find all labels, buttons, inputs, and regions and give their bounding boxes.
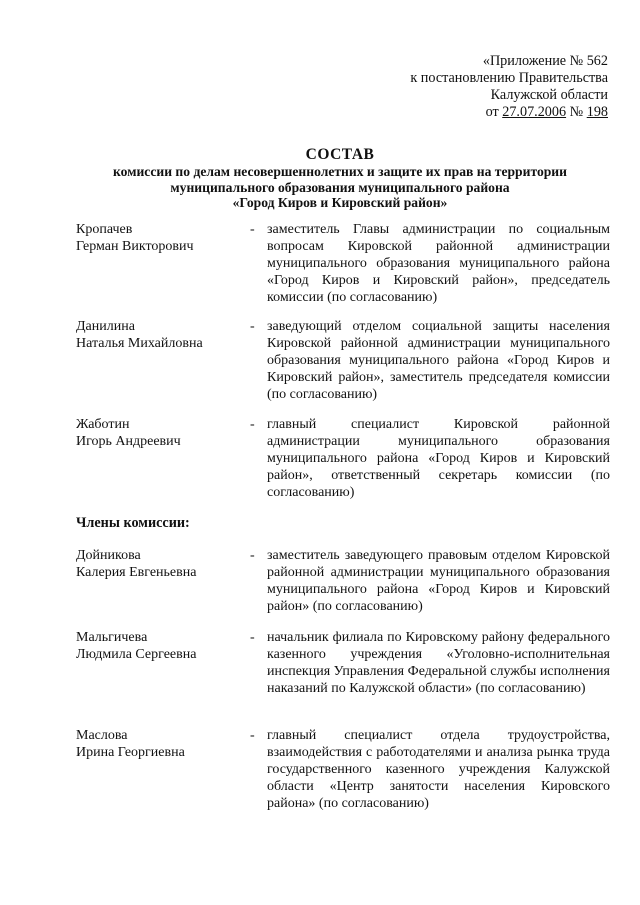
appendix-number-sign: № [566, 104, 587, 120]
member-name [76, 629, 246, 663]
member-dash: - [250, 630, 255, 645]
member-role: главный специалист отдела трудоустройства, взаимодействия с работодателями и анализа рынка труда государственного казенного учреждения Калужской области «Центр занятости населения Кировского района» (по согласованию) [267, 728, 610, 811]
appendix-resolution-number: 198 [586, 104, 608, 120]
member-surname: Дойникова [76, 548, 141, 563]
title-line-2: муниципального образования муниципального района [170, 179, 510, 195]
member-given-name: Наталья Михайловна [76, 336, 203, 351]
member-name [76, 416, 246, 450]
appendix-date-line [410, 104, 608, 121]
member-given-name: Герман Викторович [76, 239, 194, 254]
member-name [76, 547, 246, 581]
title-main: СОСТАВ [305, 146, 375, 163]
member-dash: - [250, 728, 255, 743]
member-name [76, 221, 246, 255]
member-surname: Жаботин [76, 417, 130, 432]
appendix-region: Калужской области [490, 87, 608, 103]
document-title [70, 146, 610, 211]
member-role: главный специалист Кировской районной администрации муниципального образования муниципального района «Город Киров и Кировский район», ответственный секретарь комиссии (по согласованию) [267, 417, 610, 500]
member-surname: Кропачев [76, 222, 133, 237]
member-surname: Маслова [76, 728, 128, 743]
member-name [76, 727, 246, 761]
member-role: заместитель заведующего правовым отделом Кировской районной администрации муниципального образования муниципального района «Город Киров и Кировский район» (по согласованию) [267, 548, 610, 614]
appendix-number: «Приложение № 562 [482, 53, 608, 69]
member-dash: - [250, 319, 255, 334]
member-dash: - [250, 548, 255, 563]
member-role: заместитель Главы администрации по социальным вопросам Кировской районной администрации муниципального образования муниципального района «Город Киров и Кировский район», председатель комиссии (по согласованию) [267, 222, 610, 305]
member-given-name: Людмила Сергеевна [76, 647, 197, 662]
member-dash: - [250, 417, 255, 432]
appendix-date-prefix: от [485, 104, 503, 120]
member-surname: Мальгичева [76, 630, 148, 645]
member-role: заведующий отделом социальной защиты населения Кировской районной администрации муниципального образования муниципального района «Город Киров и Кировский район», заместитель председателя комиссии (по согласованию) [267, 319, 610, 402]
appendix-date: 27.07.2006 [502, 104, 567, 120]
member-role: начальник филиала по Кировскому району федерального казенного учреждения «Уголовно-исполнительная инспекция Управления Федеральной службы исполнения наказаний по Калужской области» (по согласованию) [267, 630, 610, 696]
title-line-3: «Город Киров и Кировский район» [232, 195, 448, 210]
member-given-name: Игорь Андреевич [76, 434, 181, 449]
member-given-name: Калерия Евгеньевна [76, 565, 197, 580]
members-heading: Члены комиссии: [76, 515, 190, 531]
appendix-header [410, 53, 608, 121]
title-line-1: комиссии по делам несовершеннолетних и защите их прав на территории [113, 164, 567, 179]
member-name [76, 318, 246, 352]
member-dash: - [250, 222, 255, 237]
member-surname: Данилина [76, 319, 135, 334]
appendix-resolution: к постановлению Правительства [410, 70, 608, 86]
member-given-name: Ирина Георгиевна [76, 745, 185, 760]
